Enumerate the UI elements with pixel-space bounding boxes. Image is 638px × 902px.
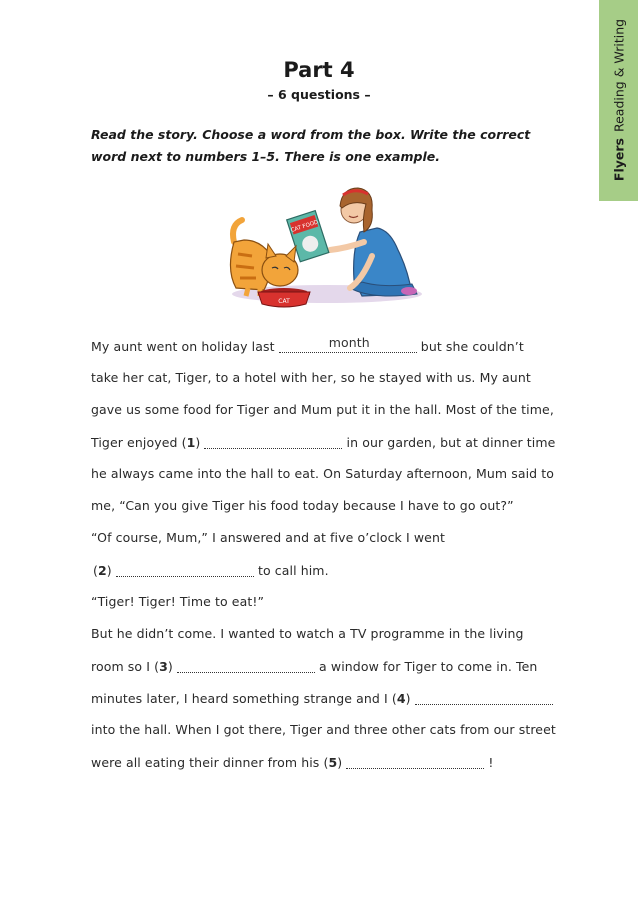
story-line-11: room so I (3) a window for Tiger to come in. Ten [91,659,538,674]
cat-figure [230,220,298,296]
answer-gap-3[interactable] [177,658,315,673]
instructions: Read the story. Choose a word from the box. Write the correct word next to numbers 1–5. There is one example. [91,127,531,164]
cat-bowl [258,288,310,307]
story-line-2: take her cat, Tiger, to a hotel with her, so he stayed with us. My aunt [91,370,531,385]
cat-and-girl-illustration [212,170,432,320]
story-line-13: into the hall. When I got there, Tiger and three other cats from our street [91,722,556,737]
story-line-9: “Tiger! Tiger! Time to eat!” [91,594,265,609]
section-name: Reading & Writing [611,18,626,133]
story-line-8: (2) to call him. [93,563,329,578]
answer-gap-5[interactable] [346,754,484,769]
story-line-1: My aunt went on holiday last month but she couldn’t [91,335,524,354]
story-line-14: were all eating their dinner from his (5) ! [91,755,494,770]
page-subtitle: – 6 questions – [267,87,371,102]
question-number-2: 2 [97,563,107,578]
girl-figure [330,188,417,296]
story-line-10: But he didn’t come. I wanted to watch a TV programme in the living [91,626,524,641]
level-name: Flyers [611,138,626,182]
example-answer: month [328,335,370,350]
story-line-12: minutes later, I heard something strange and I (4) [91,690,553,706]
question-number-1: 1 [186,435,196,450]
svg-text:CAT: CAT [278,298,290,305]
example-answer-gap [279,335,417,353]
question-number-3: 3 [159,659,168,674]
page-title: Part 4 [283,58,355,82]
story-line-6: me, “Can you give Tiger his food today because I have to go out?” [91,498,514,513]
answer-gap-4[interactable] [415,690,553,705]
story-line-4: Tiger enjoyed (1) in our garden, but at dinner time [91,435,556,450]
question-number-4: 4 [396,691,406,706]
answer-gap-1[interactable] [204,434,342,449]
question-number-5: 5 [328,755,338,770]
story-line-7: “Of course, Mum,” I answered and at five o’clock I went [91,530,445,545]
story-line-5: he always came into the hall to eat. On Saturday afternoon, Mum said to [91,466,555,481]
svg-text:CAT FOOD: CAT FOOD [290,219,320,234]
answer-gap-2[interactable] [116,562,254,577]
story-line-3: gave us some food for Tiger and Mum put it in the hall. Most of the time, [91,402,554,417]
